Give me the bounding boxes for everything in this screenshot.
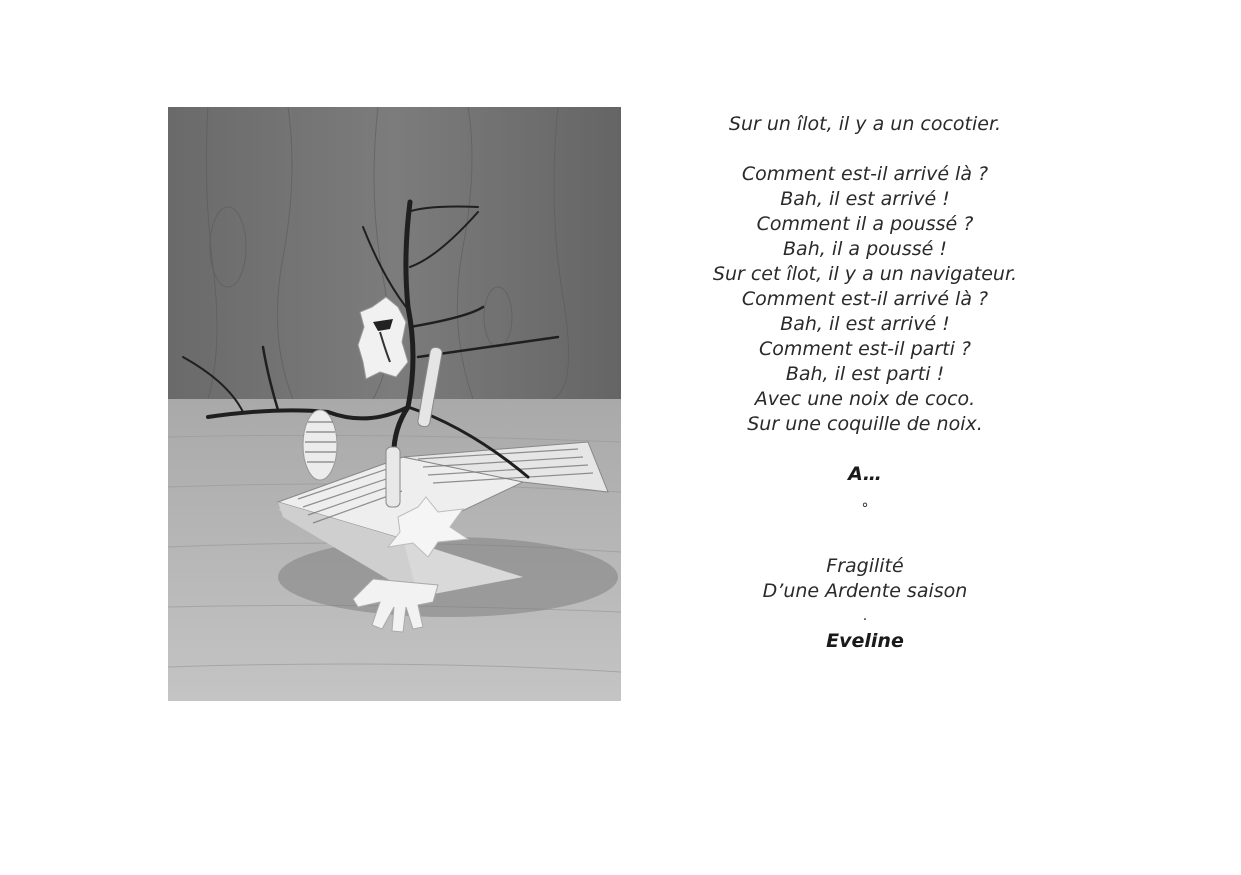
stanza-gap <box>660 437 1070 462</box>
poem-opening-line: Sur un îlot, il y a un cocotier. <box>728 113 1002 135</box>
poem-line: Bah, il est arrivé ! <box>780 188 950 210</box>
poem-line: Comment est-il arrivé là ? <box>741 288 989 310</box>
poem-line: Comment est-il arrivé là ? <box>741 163 989 185</box>
poem-line: Sur cet îlot, il y a un navigateur. <box>712 263 1018 285</box>
haiku-line: D’une Ardente saison <box>762 580 968 602</box>
title-gap <box>660 487 1070 497</box>
poem-line: Sur une coquille de noix. <box>747 413 983 435</box>
paper-trunk <box>386 447 400 507</box>
artwork-photo <box>168 107 621 701</box>
poem-line: Bah, il est arrivé ! <box>780 313 950 335</box>
poem-line: Comment est-il parti ? <box>759 338 971 360</box>
poem-title: A… <box>848 463 882 485</box>
poem-line: Bah, il est parti ! <box>785 363 945 385</box>
haiku-line: Fragilité <box>826 555 904 577</box>
poem-line: Avec une noix de coco. <box>754 388 976 410</box>
artwork-illustration <box>168 107 621 701</box>
ornament-mark: ° <box>861 501 869 517</box>
author-signature: Eveline <box>826 630 904 652</box>
poem-line: Comment il a poussé ? <box>756 213 974 235</box>
stanza-gap <box>660 137 1070 162</box>
ornament-gap <box>660 522 1070 554</box>
poem-line: Bah, il a poussé ! <box>783 238 947 260</box>
separator-dot: . <box>862 608 868 624</box>
poem-text <box>660 112 1070 654</box>
printed-leaf <box>303 410 337 480</box>
